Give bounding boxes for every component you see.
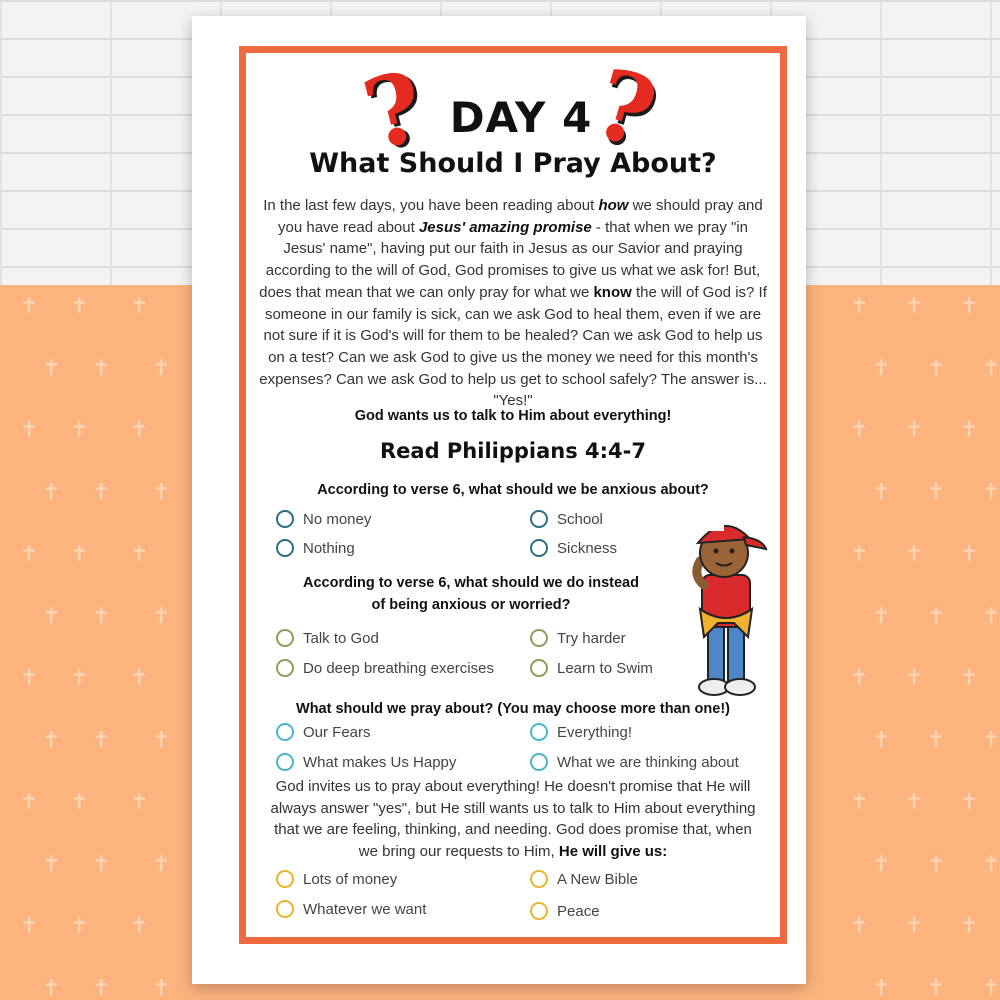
- radio-circle[interactable]: [276, 659, 294, 677]
- cross-icon: ✝: [152, 479, 171, 504]
- cross-icon: ✝: [42, 851, 61, 876]
- cross-icon: ✝: [152, 727, 171, 752]
- cross-icon: ✝: [152, 975, 171, 1000]
- cross-icon: ✝: [982, 355, 1000, 380]
- cross-icon: ✝: [927, 727, 946, 752]
- checkbox-circle[interactable]: [276, 753, 294, 771]
- cross-icon: ✝: [982, 975, 1000, 1000]
- cross-icon: ✝: [960, 789, 979, 814]
- q1-option-school[interactable]: School: [530, 510, 603, 528]
- cross-icon: ✝: [905, 541, 924, 566]
- cross-icon: ✝: [927, 975, 946, 1000]
- question-1-text: According to verse 6, what should we be anxious about?: [317, 482, 709, 498]
- cross-icon: ✝: [20, 293, 39, 318]
- cross-icon: ✝: [130, 789, 149, 814]
- question-3-text: What should we pray about? (You may choose more than one!): [296, 701, 730, 717]
- page-title: What Should I Pray About?: [309, 148, 717, 179]
- cross-icon: ✝: [130, 541, 149, 566]
- day-label: DAY 4: [449, 93, 593, 142]
- cross-icon: ✝: [130, 417, 149, 442]
- cross-icon: ✝: [872, 355, 891, 380]
- cross-icon: ✝: [872, 479, 891, 504]
- cross-icon: ✝: [982, 479, 1000, 504]
- cross-icon: ✝: [152, 603, 171, 628]
- cross-icon: ✝: [42, 479, 61, 504]
- intro-paragraph: In the last few days, you have been reading about how we should pray and you have read about Jesus' amazing promise - that when we pray "in Jesus' name", having put our faith in Jesus as our Savior and praying according to the will of God, God promises to give us what we ask for! But, does that mean that we can only pray for what we know the will of God is? If someone in our family is sick, can we ask God to heal them, even if we are not sure if it is God's will for them to be healed? Can we ask God to help us on a test? Can we ask God to give us the money we need for this month's expenses? Can we ask God to help us get to school safely? The answer is... "Yes!": [259, 197, 767, 410]
- checkbox-circle[interactable]: [276, 723, 294, 741]
- cross-icon: ✝: [960, 293, 979, 318]
- cross-icon: ✝: [850, 417, 869, 442]
- cross-icon: ✝: [905, 293, 924, 318]
- cross-icon: ✝: [982, 727, 1000, 752]
- radio-circle[interactable]: [530, 629, 548, 647]
- q3-option-thinking-about[interactable]: What we are thinking about: [530, 753, 739, 771]
- closing-option-peace[interactable]: Peace: [530, 902, 600, 920]
- cross-icon: ✝: [850, 541, 869, 566]
- cross-icon: ✝: [70, 417, 89, 442]
- radio-circle[interactable]: [276, 510, 294, 528]
- cross-icon: ✝: [850, 293, 869, 318]
- cross-icon: ✝: [42, 727, 61, 752]
- cross-icon: ✝: [872, 851, 891, 876]
- cross-icon: ✝: [960, 541, 979, 566]
- cross-icon: ✝: [92, 355, 111, 380]
- cross-icon: ✝: [42, 355, 61, 380]
- cross-icon: ✝: [92, 975, 111, 1000]
- cross-icon: ✝: [92, 851, 111, 876]
- cross-icon: ✝: [960, 665, 979, 690]
- cross-icon: ✝: [20, 417, 39, 442]
- radio-circle[interactable]: [530, 510, 548, 528]
- cross-icon: ✝: [92, 727, 111, 752]
- cross-icon: ✝: [850, 665, 869, 690]
- radio-circle[interactable]: [276, 539, 294, 557]
- cross-icon: ✝: [92, 603, 111, 628]
- q1-option-no-money[interactable]: No money: [276, 510, 371, 528]
- cross-icon: ✝: [927, 603, 946, 628]
- worksheet-frame: [239, 46, 787, 944]
- cross-icon: ✝: [130, 913, 149, 938]
- closing-paragraph: God invites us to pray about everything! He doesn't promise that He will always answer "yes", but He still wants us to talk to Him about everything that we are feeling, thinking, and needing. God does promise that, when we bring our requests to Him, He will give us:: [270, 778, 756, 861]
- question-2-text: According to verse 6, what should we do instead of being anxious or worried?: [303, 575, 639, 613]
- cross-icon: ✝: [872, 727, 891, 752]
- cross-icon: ✝: [20, 789, 39, 814]
- cross-icon: ✝: [70, 789, 89, 814]
- cross-icon: ✝: [872, 975, 891, 1000]
- q1-option-nothing[interactable]: Nothing: [276, 539, 355, 557]
- cross-icon: ✝: [152, 355, 171, 380]
- q3-option-makes-us-happy[interactable]: What makes Us Happy: [276, 753, 456, 771]
- cross-icon: ✝: [872, 603, 891, 628]
- cross-icon: ✝: [905, 789, 924, 814]
- reading-heading: Read Philippians 4:4-7: [379, 439, 646, 463]
- q2-option-try-harder[interactable]: Try harder: [530, 629, 626, 647]
- radio-circle[interactable]: [276, 870, 294, 888]
- cross-icon: ✝: [70, 913, 89, 938]
- boy-with-red-cap-illustration: [678, 505, 774, 705]
- cross-icon: ✝: [927, 355, 946, 380]
- radio-circle[interactable]: [530, 870, 548, 888]
- cross-icon: ✝: [20, 913, 39, 938]
- radio-circle[interactable]: [530, 539, 548, 557]
- cross-icon: ✝: [42, 603, 61, 628]
- closing-option-new-bible[interactable]: A New Bible: [530, 870, 638, 888]
- worksheet-page: [192, 16, 806, 984]
- cross-icon: ✝: [960, 417, 979, 442]
- radio-circle[interactable]: [530, 902, 548, 920]
- checkbox-circle[interactable]: [530, 753, 548, 771]
- intro-tagline: God wants us to talk to Him about everything!: [354, 408, 672, 424]
- q2-option-learn-to-swim[interactable]: Learn to Swim: [530, 659, 653, 677]
- cross-icon: ✝: [130, 293, 149, 318]
- cross-icon: ✝: [152, 851, 171, 876]
- closing-option-lots-of-money[interactable]: Lots of money: [276, 870, 397, 888]
- cross-icon: ✝: [850, 913, 869, 938]
- q2-option-talk-to-god[interactable]: Talk to God: [276, 629, 379, 647]
- radio-circle[interactable]: [530, 659, 548, 677]
- q1-option-sickness[interactable]: Sickness: [530, 539, 617, 557]
- question-mark-icon: ?: [582, 46, 668, 171]
- cross-icon: ✝: [42, 975, 61, 1000]
- cross-icon: ✝: [982, 603, 1000, 628]
- q3-option-everything[interactable]: Everything!: [530, 723, 632, 741]
- cross-icon: ✝: [130, 665, 149, 690]
- cross-icon: ✝: [92, 479, 111, 504]
- question-mark-icon: ?: [353, 48, 435, 173]
- cross-icon: ✝: [927, 479, 946, 504]
- cross-icon: ✝: [70, 293, 89, 318]
- cross-icon: ✝: [905, 913, 924, 938]
- checkbox-circle[interactable]: [530, 723, 548, 741]
- radio-circle[interactable]: [276, 629, 294, 647]
- cross-icon: ✝: [20, 541, 39, 566]
- cross-icon: ✝: [70, 541, 89, 566]
- radio-circle[interactable]: [276, 900, 294, 918]
- cross-icon: ✝: [20, 665, 39, 690]
- q2-option-deep-breathing[interactable]: Do deep breathing exercises: [276, 659, 494, 677]
- cross-icon: ✝: [850, 789, 869, 814]
- q3-option-our-fears[interactable]: Our Fears: [276, 723, 371, 741]
- cross-icon: ✝: [982, 851, 1000, 876]
- cross-icon: ✝: [70, 665, 89, 690]
- closing-option-whatever-we-want[interactable]: Whatever we want: [276, 900, 426, 918]
- cross-icon: ✝: [960, 913, 979, 938]
- cross-icon: ✝: [905, 417, 924, 442]
- cross-icon: ✝: [905, 665, 924, 690]
- cross-icon: ✝: [927, 851, 946, 876]
